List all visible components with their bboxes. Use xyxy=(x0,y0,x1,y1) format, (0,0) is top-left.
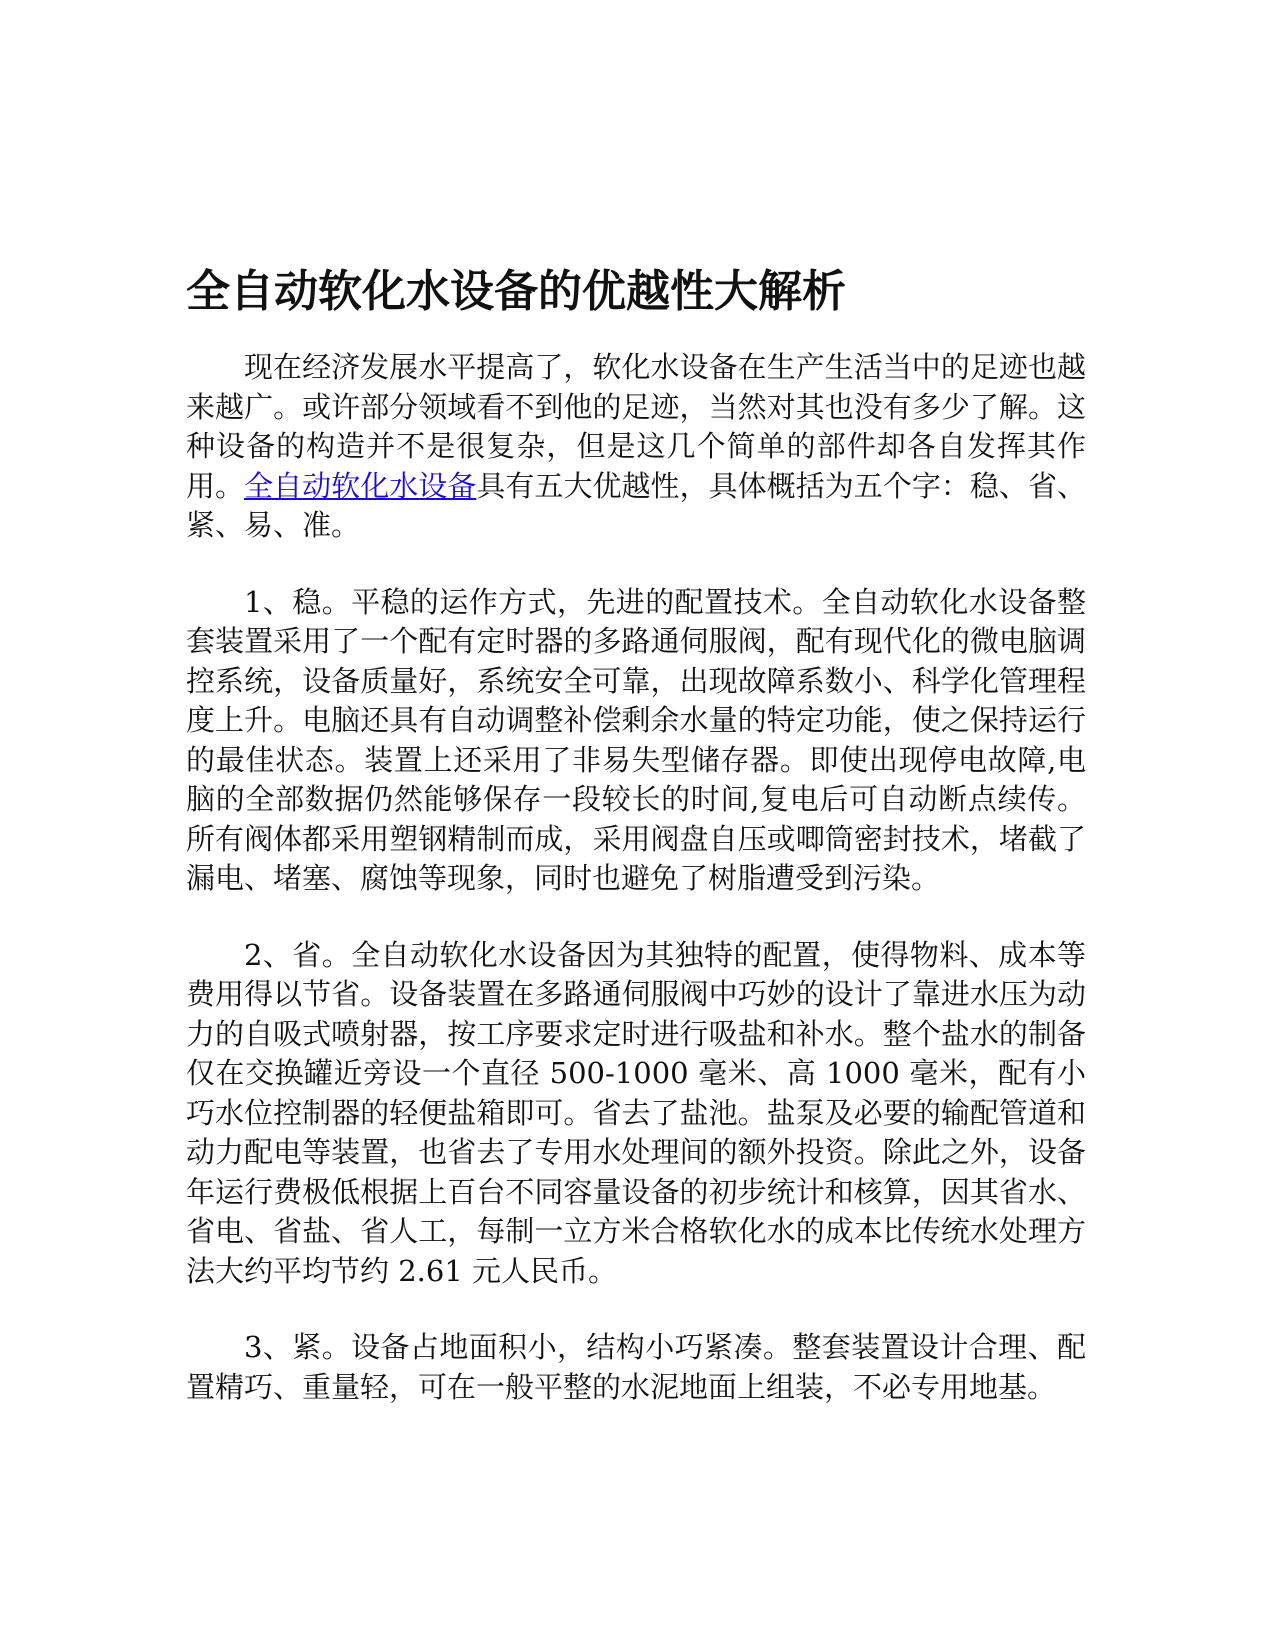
intro-paragraph xyxy=(186,348,1086,546)
section-paragraph-compact: 3、紧。设备占地面积小，结构小巧紧凑。整套装置设计合理、配置精巧、重量轻，可在一般平整的水泥地面上组装，不必专用地基。 xyxy=(186,1330,1086,1404)
section-paragraph-stable: 1、稳。平稳的运作方式，先进的配置技术。全自动软化水设备整套装置采用了一个配有定时器的多路通伺服阀，配有现代化的微电脑调控系统，设备质量好，系统安全可靠，出现故障系数小、科学化管理程度上升。电脑还具有自动调整补偿剩余水量的特定功能，使之保持运行的最佳状态。装置上还采用了非易失型储存器。即使出现停电故障,电脑的全部数据仍然能够保存一段较长的时间,复电后可自动断点续传。所有阀体都采用塑钢精制而成，采用阀盘自压或唧筒密封技术，堵截了漏电、堵塞、腐蚀等现象，同时也避免了树脂遭受到污染。 xyxy=(186,584,1086,895)
intro-text-before-link: 现在经济发展水平提高了，软化水设备在生产生活当中的足迹也越来越广。或许部分领域看不到他的足迹，当然对其也没有多少了解。这种设备的构造并不是很复杂，但是这几个简单的部件却各自发挥其作用。 xyxy=(186,350,1086,503)
document-page xyxy=(186,262,1086,1444)
section-paragraph-save: 2、省。全自动软化水设备因为其独特的配置，使得物料、成本等费用得以节省。设备装置在多路通伺服阀中巧妙的设计了靠进水压为动力的自吸式喷射器，按工序要求定时进行吸盐和补水。整个盐水的制备仅在交换罐近旁设一个直径 500-1000 毫米、高 1000 毫米，配有小巧水位控制器的轻便盐箱即可。省去了盐池。盐泵及必要的输配管道和动力配电等装置，也省去了专用水处理间的额外投资。除此之外，设备年运行费极低根据上百台不同容量设备的初步统计和核算，因其省水、省电、省盐、省人工，每制一立方米合格软化水的成本比传统水处理方法大约平均节约 2.61 元人民币。 xyxy=(186,937,1086,1288)
document-title: 全自动软化水设备的优越性大解析 xyxy=(186,266,846,317)
intro-text-after-link: 具有五大优越性，具体概括为五个字：稳、省、紧、易、准。 xyxy=(186,468,1086,542)
product-link[interactable]: 全自动软化水设备 xyxy=(244,468,477,503)
